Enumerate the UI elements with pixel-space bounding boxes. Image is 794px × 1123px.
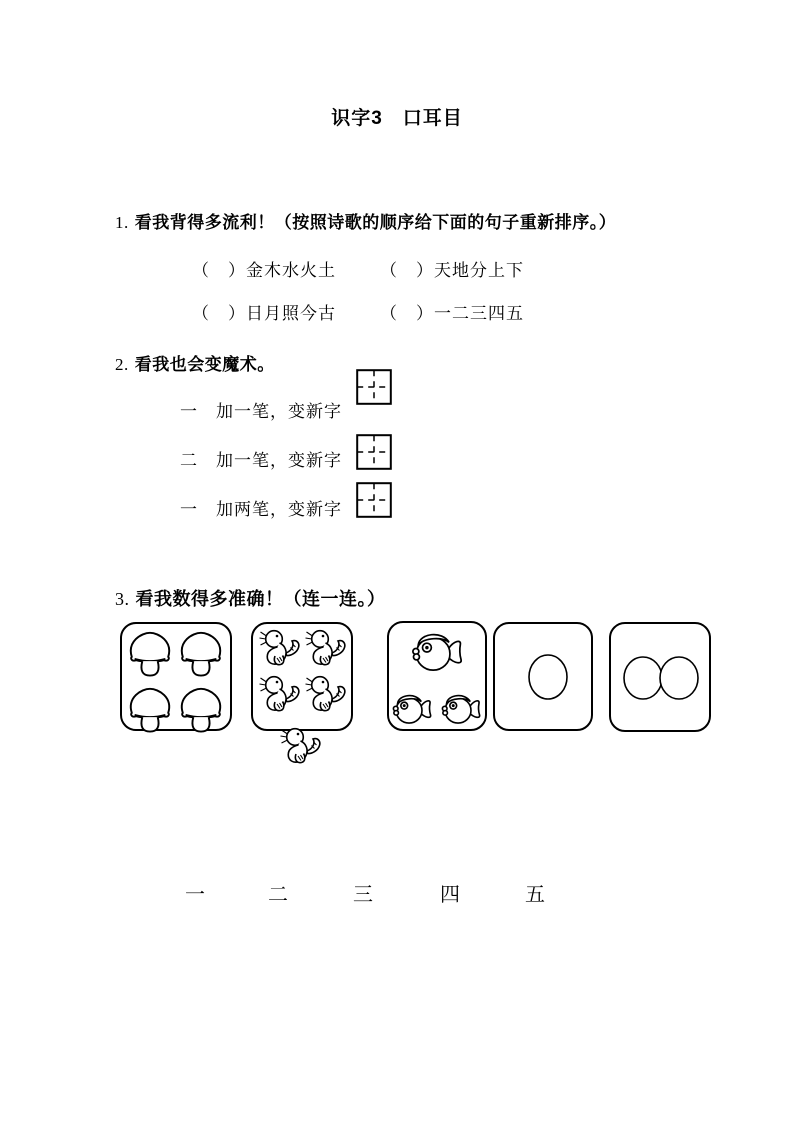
mushroom-icon [176, 685, 226, 733]
oval-icon [528, 654, 568, 700]
connect-number-four: 四 [440, 884, 460, 906]
character-grid-icon [356, 369, 392, 405]
character-grid-icon [356, 434, 392, 470]
connect-number-two: 二 [268, 884, 288, 906]
count-box-mushrooms [120, 622, 232, 731]
connect-number-one: 一 [185, 884, 205, 906]
q1-item-4: （ ）一二三四五 [380, 304, 524, 323]
seal-icon [305, 674, 349, 716]
q3-number: 3. [115, 589, 130, 609]
tian-grid-box-1 [356, 369, 392, 405]
count-box-fish [387, 621, 487, 731]
q2-row-1: 一 加一笔，变新字 [180, 402, 342, 421]
count-box-seals [251, 622, 353, 731]
count-box-two-ovals [609, 622, 711, 732]
mushroom-icon [176, 629, 226, 677]
q3-heading-text: 看我数得多准确！（连一连。） [135, 589, 386, 609]
seal-icon [259, 674, 303, 716]
fish-icon [438, 689, 484, 726]
fish-icon [389, 689, 435, 726]
q1-item-3: （ ）日月照今古 [192, 304, 336, 323]
connect-number-five: 五 [525, 884, 545, 906]
mushroom-icon [125, 629, 175, 677]
q2-heading-text: 看我也会变魔术。 [134, 355, 275, 374]
count-box-one-oval [493, 622, 593, 731]
mushroom-icon [125, 685, 175, 733]
q3-heading [115, 585, 386, 611]
oval-icon [623, 656, 663, 700]
q2-heading [115, 350, 275, 375]
q2-number: 2. [115, 355, 129, 374]
character-grid-icon [356, 482, 392, 518]
seal-icon [259, 628, 303, 670]
tian-grid-box-2 [356, 434, 392, 470]
tian-grid-box-3 [356, 482, 392, 518]
q1-item-1: （ ）金木水火土 [192, 261, 336, 280]
q1-item-2: （ ）天地分上下 [380, 261, 524, 280]
seal-icon [280, 726, 324, 768]
q1-number: 1. [115, 213, 129, 232]
fish-icon [407, 626, 467, 674]
oval-icon [659, 656, 699, 700]
q2-row-3: 一 加两笔，变新字 [180, 500, 342, 519]
page-title: 识字3 口耳目 [331, 108, 463, 129]
q1-heading-text: 看我背得多流利！（按照诗歌的顺序给下面的句子重新排序。） [134, 213, 617, 232]
seal-icon [305, 628, 349, 670]
q1-heading [115, 208, 616, 233]
q2-row-2: 二 加一笔，变新字 [180, 451, 342, 470]
connect-number-three: 三 [353, 884, 373, 906]
